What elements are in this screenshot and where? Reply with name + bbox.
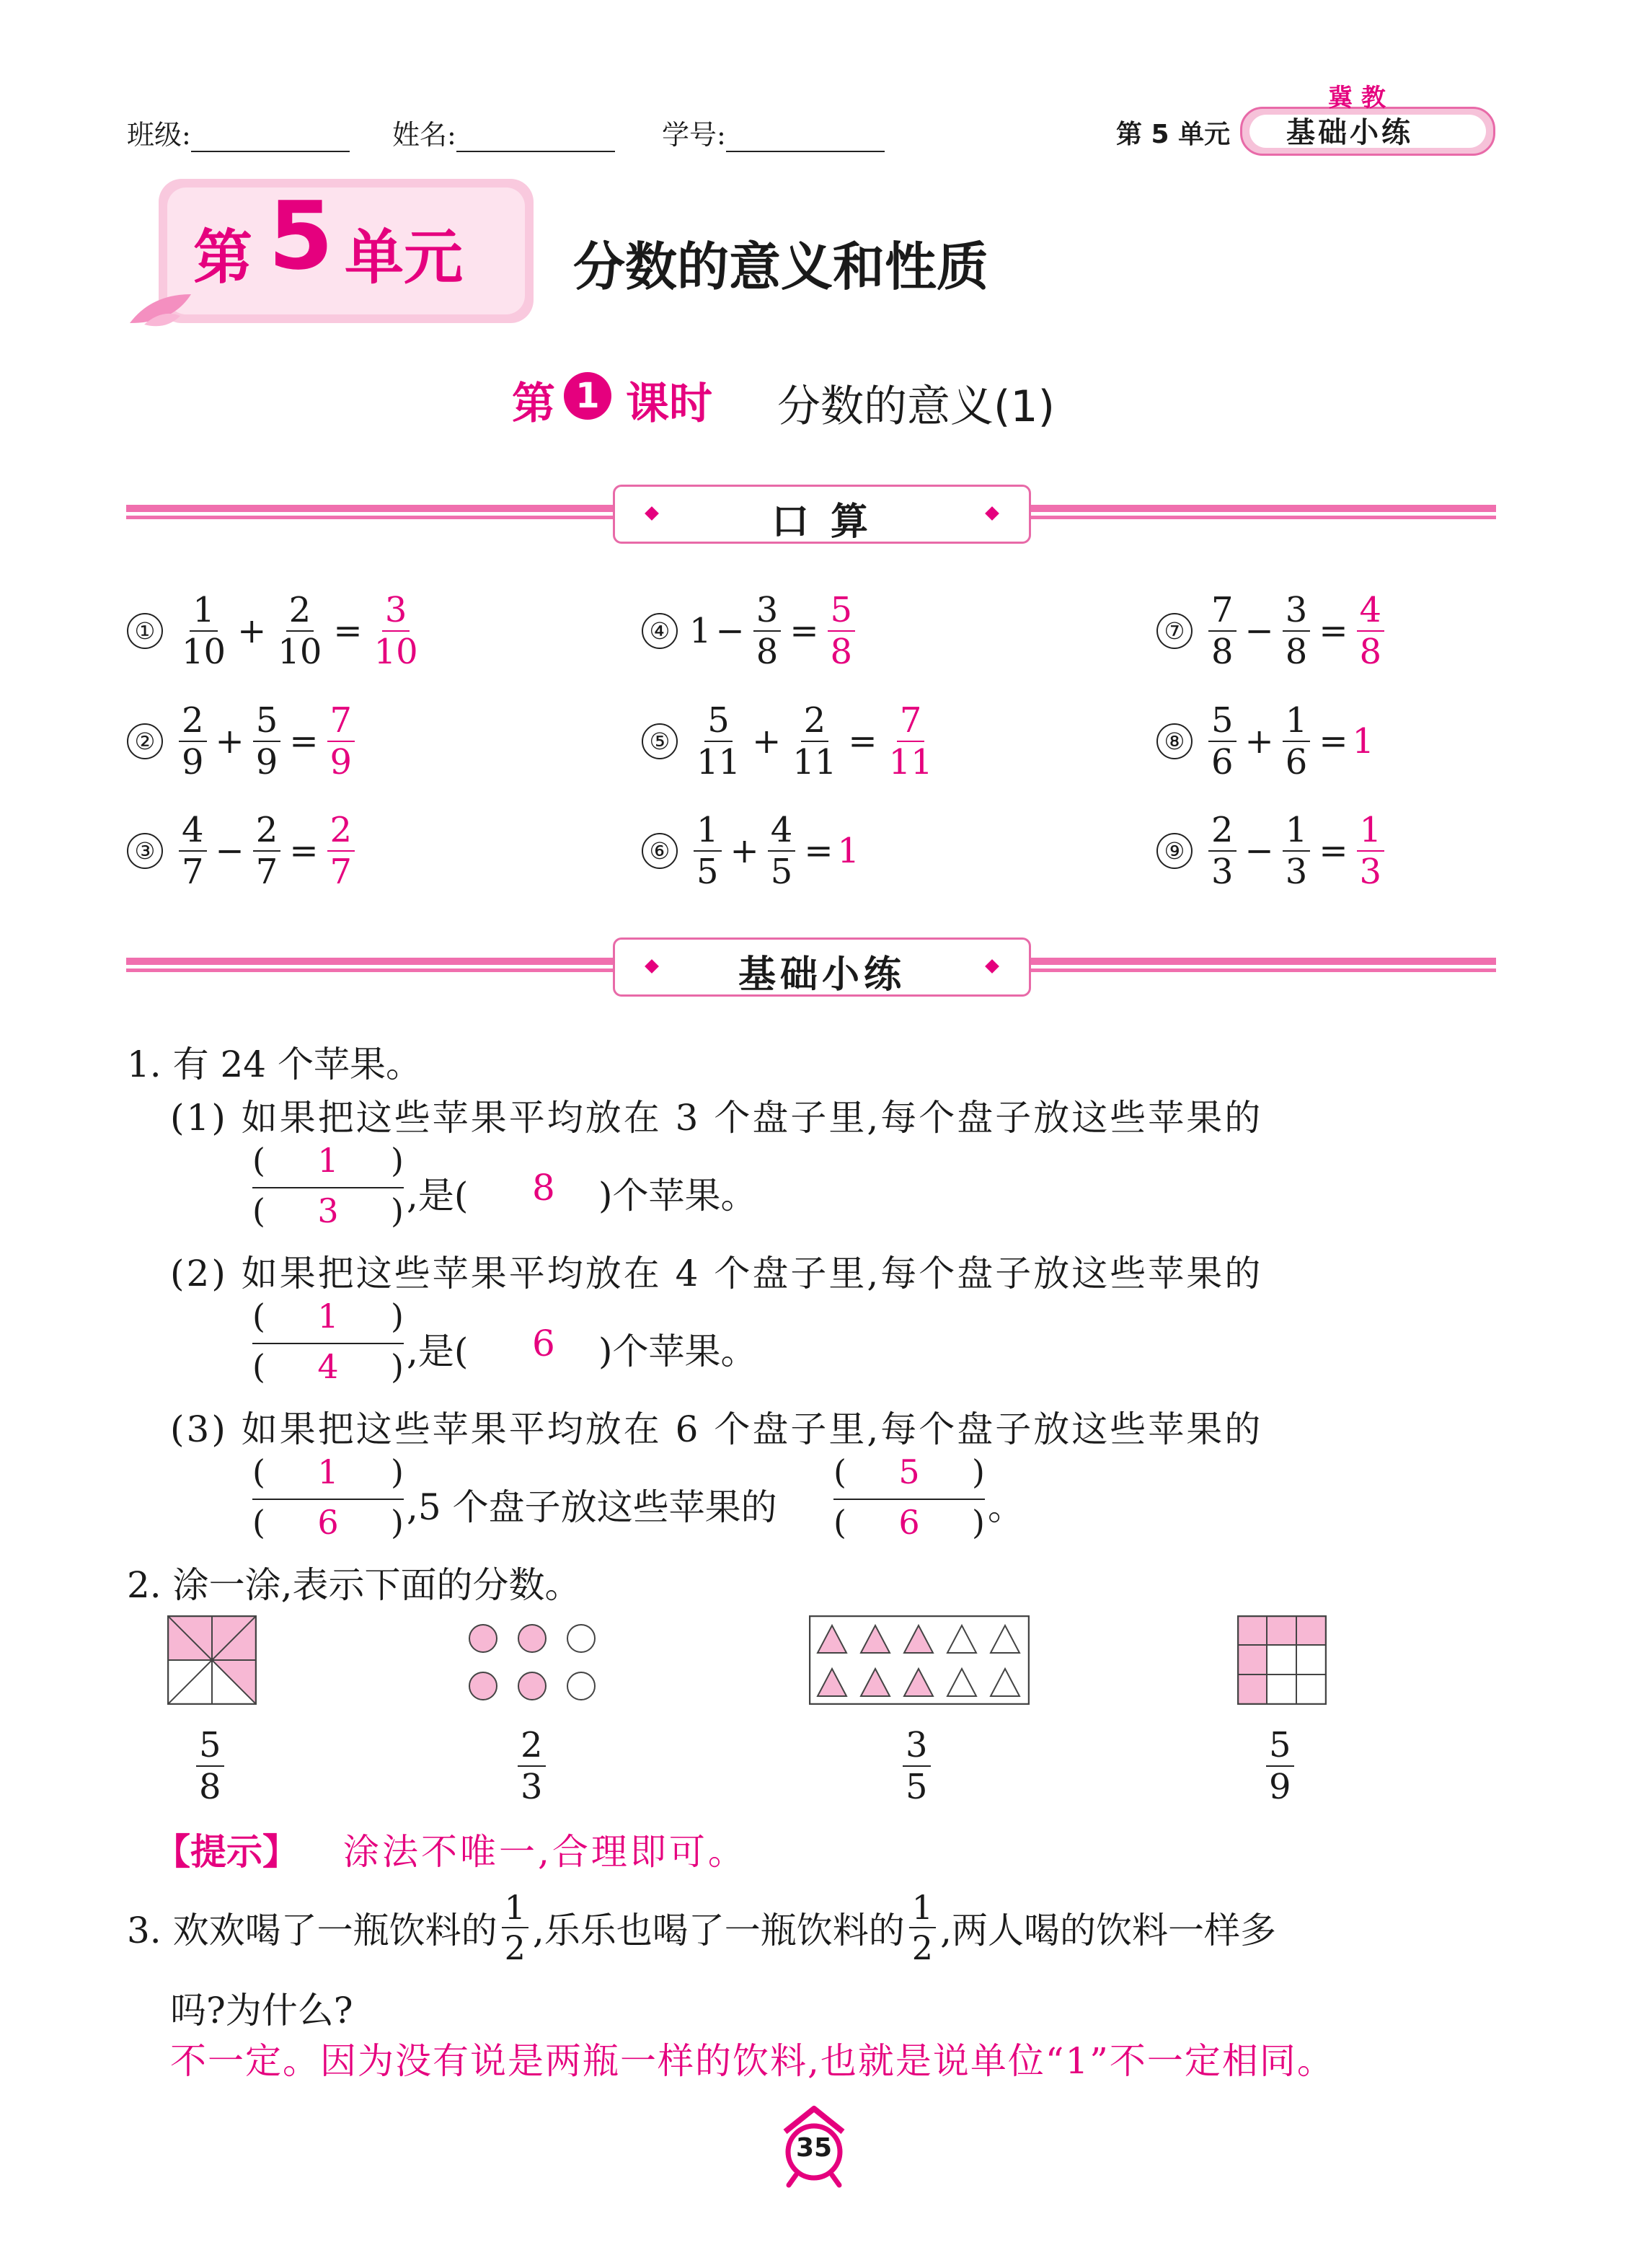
shape-fraction-2: $\frac{2}{3}$	[513, 1719, 550, 1813]
shape-fraction-4: $\frac{5}{9}$	[1262, 1719, 1299, 1813]
operator: −	[1244, 611, 1274, 651]
mental-item-9: ⑨ $\frac{2}{3}$ − $\frac{1}{3}$ = $\frac{1}{3}$	[1156, 808, 1389, 894]
operator: +	[752, 721, 782, 762]
circle-shaded	[469, 1672, 497, 1700]
item-number: ④	[642, 613, 678, 649]
item-number: ⑨	[1156, 833, 1193, 869]
answer-integer[interactable]: 1	[837, 831, 860, 871]
circle-empty	[567, 1624, 596, 1653]
q1-part1-answer[interactable]: ( 1 ) ( 3 )	[252, 1141, 404, 1230]
id-field	[662, 112, 885, 152]
q1-part1-end: )个苹果。	[598, 1175, 757, 1217]
fraction: $\frac{2}{11}$	[792, 700, 837, 782]
operator: +	[1244, 721, 1274, 762]
fraction: $\frac{4}{7}$	[179, 813, 207, 889]
square-eighths-shape[interactable]	[167, 1615, 257, 1705]
hint-text: 涂法不唯一,合理即可。	[343, 1831, 747, 1873]
circles-shape[interactable]	[461, 1624, 606, 1703]
fraction: $\frac{2}{7}$	[253, 813, 281, 889]
brand-main: 基础小练	[1286, 116, 1413, 149]
mental-item-5: ⑤ $\frac{5}{11}$ + $\frac{2}{11}$ = $\frac{7}{11}$	[642, 698, 940, 785]
fraction: $\frac{7}{8}$	[1208, 593, 1237, 669]
item-number: ⑤	[642, 723, 678, 759]
operator: +	[237, 611, 267, 651]
q1-part3-mid: ,5 个盘子放这些苹果的	[407, 1486, 777, 1528]
page-number: 35	[795, 2133, 833, 2163]
section-title-mental: 口 算	[771, 500, 873, 544]
circle-shaded	[518, 1624, 547, 1653]
unit-prefix: 第	[193, 224, 253, 292]
q1-part1: (1) 如果把这些苹果平均放在 3 个盘子里,每个盘子放这些苹果的	[170, 1097, 1263, 1139]
item-number: ⑦	[1156, 613, 1193, 649]
answer-fraction[interactable]: $\frac{7}{9}$	[327, 703, 355, 780]
lesson-prefix: 第	[512, 379, 555, 429]
mental-item-4: ④ 1 − $\frac{3}{8}$ = $\frac{5}{8}$	[642, 588, 859, 674]
fraction: $\frac{5}{9}$	[253, 703, 281, 780]
lesson-number: 1	[564, 372, 611, 420]
answer-fraction[interactable]: $\frac{7}{11}$	[888, 700, 933, 782]
fraction: $\frac{1}{5}$	[694, 813, 722, 889]
item-number: ⑥	[642, 833, 678, 869]
circle-shaded	[518, 1672, 547, 1700]
q1-part3-answer[interactable]: ( 1 ) ( 6 )	[252, 1452, 404, 1542]
section-title-practice: 基础小练	[738, 953, 906, 997]
mental-item-2: ② $\frac{2}{9}$ + $\frac{5}{9}$ = $\frac{7}{9}$	[127, 698, 359, 785]
q1-part2-mid: ,是(	[407, 1331, 469, 1372]
whole-number: 1	[689, 611, 712, 651]
fraction: $\frac{1}{10}$	[182, 590, 226, 672]
answer-fraction[interactable]: $\frac{1}{3}$	[1357, 813, 1385, 889]
hint-label: 【提示】	[154, 1831, 298, 1873]
circle-shaded	[469, 1624, 497, 1653]
answer-fraction[interactable]: $\frac{4}{8}$	[1357, 593, 1385, 669]
operator: −	[715, 611, 745, 651]
q1-part2: (2) 如果把这些苹果平均放在 4 个盘子里,每个盘子放这些苹果的	[170, 1253, 1263, 1294]
item-number: ②	[127, 723, 163, 759]
name-label: 姓名:	[392, 119, 456, 151]
item-number: ③	[127, 833, 163, 869]
q2-stem: 2. 涂一涂,表示下面的分数。	[127, 1564, 581, 1606]
q1-part1-count[interactable]: 8	[532, 1167, 555, 1209]
id-blank[interactable]	[726, 122, 885, 152]
unit-title: 分数的意义和性质	[573, 237, 989, 297]
q3-stem-end: 吗?为什么?	[170, 1990, 353, 2031]
operator: +	[215, 721, 244, 762]
grid-ninths-shape[interactable]	[1237, 1615, 1327, 1705]
q1-part1-mid: ,是(	[407, 1175, 469, 1217]
fraction: $\frac{4}{5}$	[768, 813, 796, 889]
mental-item-6: ⑥ $\frac{1}{5}$ + $\frac{4}{5}$ = 1	[642, 808, 859, 894]
triangles-shape[interactable]	[809, 1615, 1030, 1705]
class-blank[interactable]	[191, 122, 350, 152]
mental-item-1: ① $\frac{1}{10}$ + $\frac{2}{10}$ = $\frac{3}{10}$	[127, 588, 425, 674]
fraction: $\frac{2}{9}$	[179, 703, 207, 780]
mental-item-3: ③ $\frac{4}{7}$ − $\frac{2}{7}$ = $\frac{2}{7}$	[127, 808, 359, 894]
item-number: ①	[127, 613, 163, 649]
fraction: $\frac{2}{10}$	[278, 590, 322, 672]
answer-fraction[interactable]: $\frac{3}{10}$	[373, 590, 418, 672]
fraction: $\frac{3}{8}$	[1283, 593, 1311, 669]
section-box-practice	[613, 937, 1031, 997]
class-field	[127, 112, 350, 152]
q1-part3-answer2[interactable]: ( 5 ) ( 6 )	[833, 1452, 985, 1542]
q1-part2-end: )个苹果。	[598, 1331, 757, 1372]
class-label: 班级:	[127, 119, 191, 151]
q3-stem: 3. 欢欢喝了一瓶饮料的 $\frac{1}{2}$ ,乐乐也喝了一瓶饮料的 $\frac{1}{2}$ ,两人喝的饮料一样多	[127, 1888, 1276, 1967]
lesson-suffix: 课时	[626, 379, 712, 429]
q1-part3-end: 。	[988, 1486, 1024, 1528]
q1-part3: (3) 如果把这些苹果平均放在 6 个盘子里,每个盘子放这些苹果的	[170, 1408, 1263, 1450]
operator: −	[1244, 831, 1274, 871]
circle-empty	[567, 1672, 596, 1700]
answer-fraction[interactable]: $\frac{2}{7}$	[327, 813, 355, 889]
q3-answer[interactable]: 不一定。因为没有说是两瓶一样的饮料,也就是说单位“1”不一定相同。	[170, 2040, 1335, 2082]
answer-integer[interactable]: 1	[1352, 721, 1375, 762]
shape-fraction-1: $\frac{5}{8}$	[192, 1719, 229, 1813]
operator: +	[730, 831, 759, 871]
section-box-mental	[613, 485, 1031, 544]
fraction: $\frac{1}{3}$	[1283, 813, 1311, 889]
item-number: ⑧	[1156, 723, 1193, 759]
unit-tag: 第 5 单元	[1116, 120, 1231, 149]
name-blank[interactable]	[456, 122, 615, 152]
unit-suffix: 单元	[345, 224, 464, 292]
q1-part2-count[interactable]: 6	[532, 1323, 555, 1364]
fraction: $\frac{5}{6}$	[1208, 703, 1237, 780]
lesson-title: 分数的意义(1)	[777, 381, 1055, 432]
id-label: 学号:	[662, 119, 726, 151]
fraction: $\frac{5}{11}$	[696, 700, 741, 782]
operator: −	[215, 831, 244, 871]
brand-top: 冀 教	[1328, 84, 1386, 112]
mental-item-8: ⑧ $\frac{5}{6}$ + $\frac{1}{6}$ = 1	[1156, 698, 1374, 785]
fraction: $\frac{2}{3}$	[1208, 813, 1237, 889]
leaf-icon	[123, 287, 195, 330]
unit-number: 5	[268, 181, 334, 291]
shape-fraction-3: $\frac{3}{5}$	[898, 1719, 935, 1813]
q1-stem: 1. 有 24 个苹果。	[127, 1043, 423, 1085]
fraction: $\frac{1}{6}$	[1283, 703, 1311, 780]
name-field	[392, 112, 615, 152]
answer-fraction[interactable]: $\frac{5}{8}$	[828, 593, 856, 669]
fraction: $\frac{3}{8}$	[753, 593, 782, 669]
mental-item-7: ⑦ $\frac{7}{8}$ − $\frac{3}{8}$ = $\frac{4}{8}$	[1156, 588, 1389, 674]
q1-part2-answer[interactable]: ( 1 ) ( 4 )	[252, 1297, 404, 1386]
